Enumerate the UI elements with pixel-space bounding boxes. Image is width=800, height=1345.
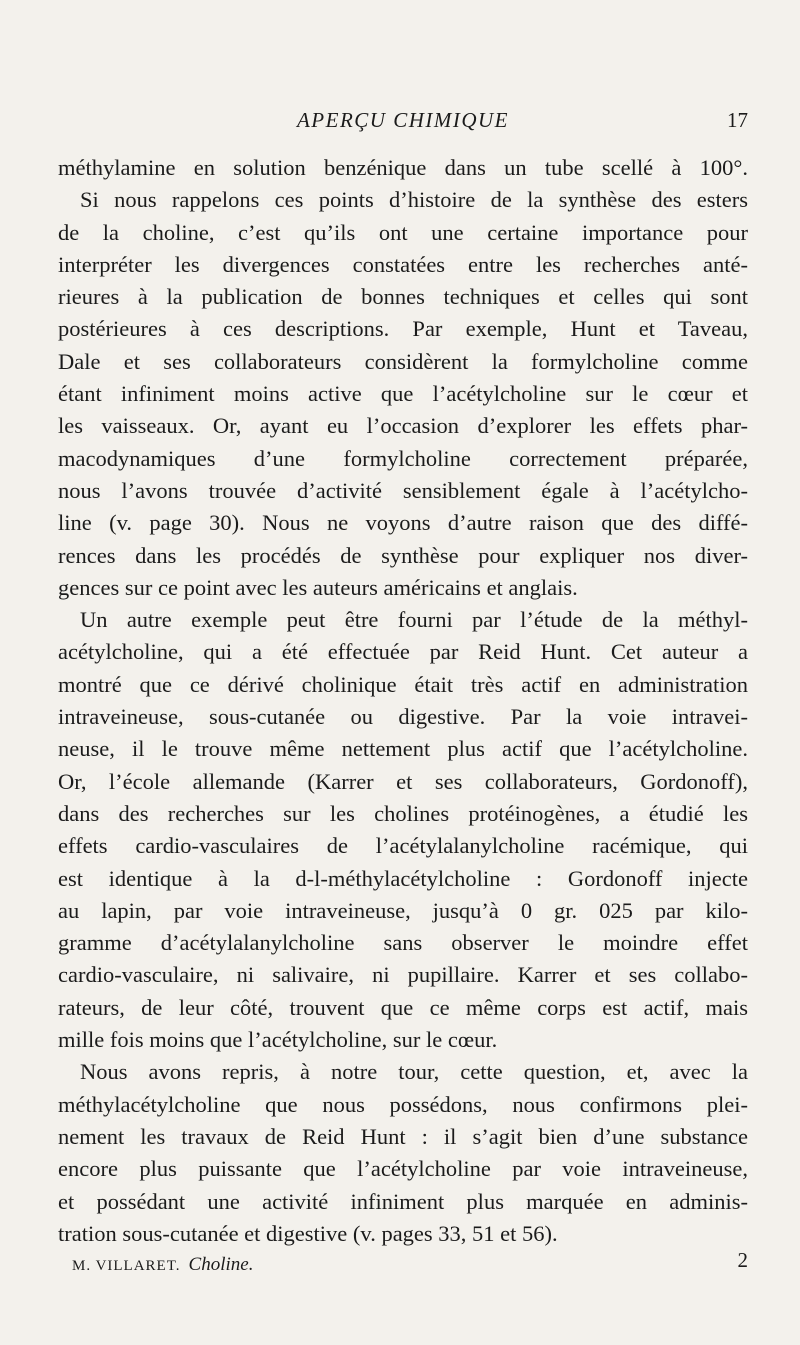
text-line: Or, l’école allemande (Karrer et ses collaborateurs, Gordonoff), xyxy=(58,768,748,794)
text-line: de la choline, c’est qu’ils ont une certaine importance pour xyxy=(58,219,748,245)
text-line: line (v. page 30). Nous ne voyons d’autre raison que des diffé- xyxy=(58,510,748,536)
text-line: étant infiniment moins active que l’acétylcholine sur le cœur et xyxy=(58,381,748,407)
running-title: APERÇU CHIMIQUE xyxy=(296,108,510,132)
text-line: mille fois moins que l’acétylcholine, sur le cœur. xyxy=(58,1027,498,1053)
text-line: méthylacétylcholine que nous possédons, nous confirmons plei- xyxy=(58,1091,748,1117)
text-line: au lapin, par voie intraveineuse, jusqu’à 0 gr. 025 par kilo- xyxy=(58,897,748,923)
text-line: macodynamiques d’une formylcholine correctement préparée, xyxy=(58,445,748,471)
text-line: acétylcholine, qui a été effectuée par Reid Hunt. Cet auteur a xyxy=(58,639,748,665)
footer-work-title: Choline. xyxy=(188,1254,254,1275)
text-line: encore plus puissante que l’acétylcholine par voie intraveineuse, xyxy=(58,1156,748,1182)
text-line: neuse, il le trouve même nettement plus actif que l’acétylcholine. xyxy=(58,736,748,762)
text-line: les vaisseaux. Or, ayant eu l’occasion d’explorer les effets phar- xyxy=(58,413,748,439)
text-line: méthylamine en solution benzénique dans un tube scellé à 100°. xyxy=(58,155,748,180)
text-line: interpréter les divergences constatées entre les recherches anté- xyxy=(58,251,748,277)
text-line: Nous avons repris, à notre tour, cette question, et, avec la xyxy=(80,1059,748,1085)
text-line: et possédant une activité infiniment plus marquée en adminis- xyxy=(58,1188,748,1214)
page-footer xyxy=(72,1248,748,1284)
text-line: gramme d’acétylalanylcholine sans observer le moindre effet xyxy=(58,930,748,956)
body-text xyxy=(58,152,748,1250)
text-line: rences dans les procédés de synthèse pour expliquer nos diver- xyxy=(58,542,748,568)
text-line: postérieures à ces descriptions. Par exemple, Hunt et Taveau, xyxy=(58,316,748,342)
text-line: montré que ce dérivé cholinique était très actif en administration xyxy=(58,671,748,697)
page-number: 17 xyxy=(727,108,748,132)
text-line: rateurs, de leur côté, trouvent que ce même corps est actif, mais xyxy=(58,994,748,1020)
text-line: Dale et ses collaborateurs considèrent la formylcholine comme xyxy=(58,348,748,374)
text-line: est identique à la d-l-méthylacétylcholine : Gordonoff injecte xyxy=(58,865,748,891)
text-line: gences sur ce point avec les auteurs américains et anglais. xyxy=(58,574,578,600)
footer-author: M. VILLARET. xyxy=(72,1258,181,1274)
text-line: nous l’avons trouvée d’activité sensiblement égale à l’acétylcho- xyxy=(58,477,748,503)
text-line: intraveineuse, sous-cutanée ou digestive. Par la voie intravei- xyxy=(58,704,748,730)
text-line: Si nous rappelons ces points d’histoire de la synthèse des esters xyxy=(80,187,748,213)
text-line: rieures à la publication de bonnes techniques et celles qui sont xyxy=(58,284,748,310)
text-line: tration sous-cutanée et digestive (v. pages 33, 51 et 56). xyxy=(58,1220,558,1246)
signature-mark: 2 xyxy=(737,1248,748,1272)
text-line: nement les travaux de Reid Hunt : il s’agit bien d’une substance xyxy=(58,1123,748,1149)
running-head xyxy=(58,108,748,138)
text-line: dans des recherches sur les cholines protéinogènes, a étudié les xyxy=(58,800,748,826)
text-line: cardio-vasculaire, ni salivaire, ni pupillaire. Karrer et ses collabo- xyxy=(58,962,748,988)
text-line: effets cardio-vasculaires de l’acétylalanylcholine racémique, qui xyxy=(58,833,748,859)
text-line: Un autre exemple peut être fourni par l’étude de la méthyl- xyxy=(80,607,748,633)
